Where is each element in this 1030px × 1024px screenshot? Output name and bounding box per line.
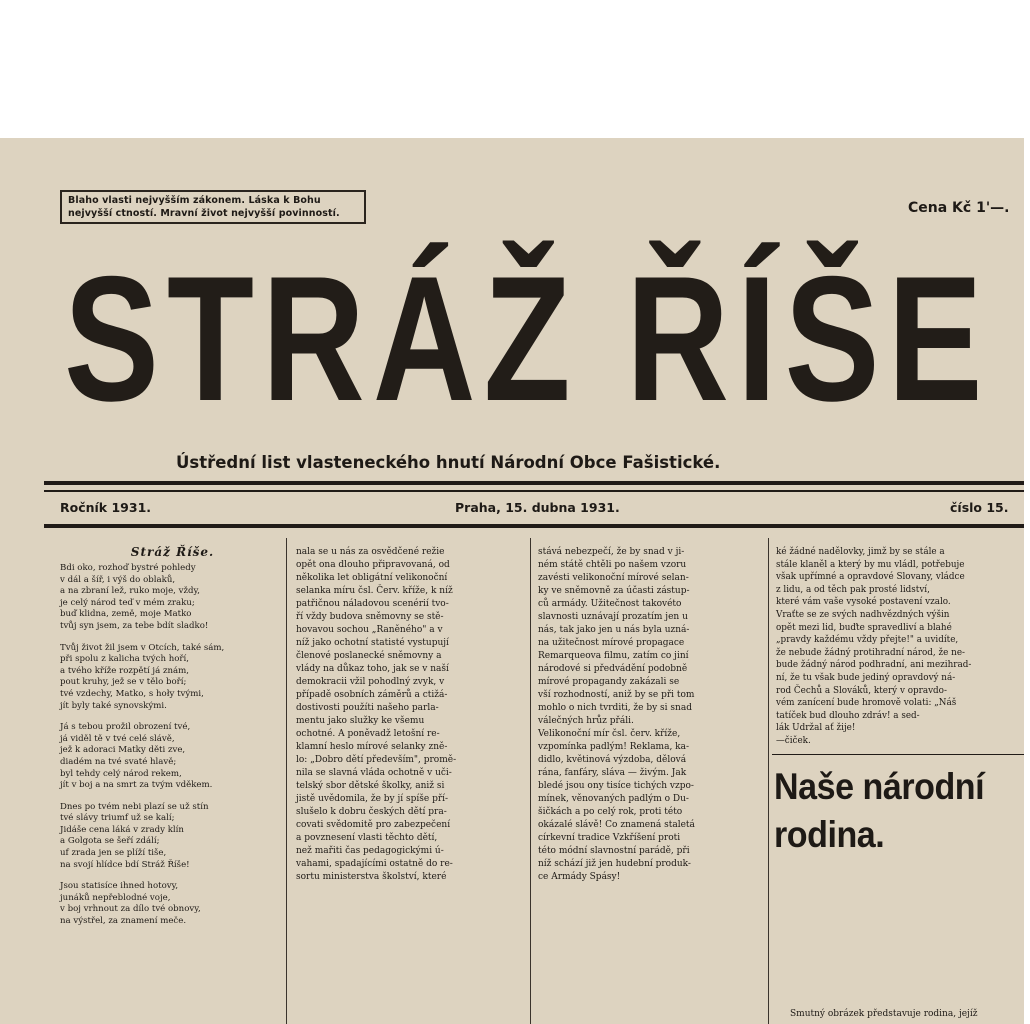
text-line: z lidu, a od těch pak prosté lidství, xyxy=(776,584,930,595)
poem-line: Tvůj život žil jsem v Otcích, také sám, xyxy=(60,642,225,653)
text-line: mínek, věnovaných padlým o Du- xyxy=(538,794,689,804)
article-lead: Smutný obrázek představuje rodina, jejíž xyxy=(790,1009,978,1019)
poem-line: a Golgota se šeří zdálí; xyxy=(60,836,160,847)
text-line: klamní heslo mírové selanky zně- xyxy=(296,742,448,752)
text-line: rána, fanfáry, sláva — živým. Jak xyxy=(538,768,687,778)
poem-line: Já s tebou prožil obrození tvé, xyxy=(60,722,191,733)
stanza-gap xyxy=(60,792,275,802)
text-line: telský sbor dětské školky, aniž si xyxy=(296,781,445,791)
text-line: níž schází již jen hudební produk- xyxy=(538,859,691,869)
article-column-2 xyxy=(296,546,522,1024)
header-rule-bottom xyxy=(44,524,1024,528)
text-line: bledé jsou ony tisíce tichých vzpo- xyxy=(538,781,694,791)
poem-line: jít byly také synovskými. xyxy=(60,700,167,711)
text-line: však upřímné a opravdové Slovany, vládce xyxy=(776,572,965,583)
header-rule-top-thin xyxy=(44,490,1024,492)
dateline: Praha, 15. dubna 1931. xyxy=(455,500,620,515)
article-headline xyxy=(774,763,1004,859)
text-line: zavésti velikonoční mírové selan- xyxy=(538,573,689,583)
text-line: církevní tradice Vzkříšení proti xyxy=(538,833,681,843)
text-line: slušelo k dobru českých dětí pra- xyxy=(296,807,447,817)
text-line: stále klaněl a který by mu vládl, potřebuje xyxy=(776,559,965,570)
poem-column xyxy=(60,546,275,1024)
text-line: lo: „Dobro dětí především", promě- xyxy=(296,755,457,765)
text-line: vahami, spadajícími ostatně do re- xyxy=(296,859,453,869)
text-line: vzpomínka padlým! Reklama, ka- xyxy=(538,742,690,752)
headline-line: Naše národní xyxy=(774,766,985,807)
motto-box xyxy=(60,190,366,224)
poem-line: uf zrada jen se plíží tiše, xyxy=(60,848,167,859)
volume-label: Ročník 1931. xyxy=(60,500,152,515)
text-line: mohlo o nich tvrditi, že by si snad xyxy=(538,703,692,713)
poem-line: já viděl tě v tvé celé slávě, xyxy=(60,733,175,744)
text-line: lák Udržal ať žije! xyxy=(776,723,856,734)
text-line: selanka míru čsl. Červ. kříže, k níž xyxy=(296,586,453,596)
poem-line: je celý národ teď v mém zraku; xyxy=(60,597,195,608)
text-line: Vraťte se ze svých nadhvězdných výšin xyxy=(776,609,950,620)
text-line: —čiček. xyxy=(776,735,811,746)
text-line: nás, tak jako jen u nás byla uzná- xyxy=(538,625,690,635)
text-line: ném státě chtěli po našem vzoru xyxy=(538,560,687,570)
text-line: rod Čechů a Slováků, který v opravdo- xyxy=(776,685,947,696)
text-line: opět ona dlouho připravovaná, od xyxy=(296,560,450,570)
column-divider xyxy=(768,538,769,1024)
poem-line: na výstřel, za znamení meče. xyxy=(60,916,187,927)
text-line: mírové propagandy zakázali se xyxy=(538,677,680,687)
poem-line: tvůj syn jsem, za tebe bdít sladko! xyxy=(60,620,209,631)
poem-body xyxy=(60,563,275,938)
text-line: Velikonoční mír čsl. červ. kříže, xyxy=(538,729,681,739)
text-line: nala se u nás za osvědčené režie xyxy=(296,547,445,557)
text-line: jistě uvědomila, že by jí spíše pří- xyxy=(296,794,449,804)
text-line: ochotné. A poněvadž letošní re- xyxy=(296,729,440,739)
poem-line: jež k adoraci Matky děti zve, xyxy=(60,745,186,756)
poem-line: tvé slávy triumf už se kalí; xyxy=(60,813,175,824)
stanza-gap xyxy=(60,712,275,722)
text-line: bude žádný národ podhradní, ani mezihrad- xyxy=(776,660,972,671)
poem-title: Stráž Říše. xyxy=(130,545,215,559)
text-line: že nebude žádný protihradní národ, že ne- xyxy=(776,647,965,658)
text-line: demokracii vžil pohodlný zvyk, v xyxy=(296,677,445,687)
text-line: které vám vaše vysoké postavení vzalo. xyxy=(776,597,951,608)
text-line: ní, že tu však bude jediný opravdový ná- xyxy=(776,672,956,683)
text-line: stává nebezpečí, že by snad v ji- xyxy=(538,547,685,557)
stanza-gap xyxy=(60,928,275,938)
text-line: vém zanícení bude hromově volati: „Náš xyxy=(776,698,957,709)
text-line: ců armády. Užitečnost takovéto xyxy=(538,599,682,609)
poem-line: diadém na tvé svaté hlavě; xyxy=(60,756,177,767)
text-line: ce Armády Spásy! xyxy=(538,872,621,882)
newspaper-page xyxy=(0,138,1024,1024)
text-line: než mařiti čas pedagogickými ú- xyxy=(296,846,444,856)
poem-line: buď klidna, země, moje Matko xyxy=(60,609,192,620)
text-line: níž jako ochotní statisté vystupují xyxy=(296,638,449,648)
poem-line: při spolu z kalicha tvých hoří, xyxy=(60,654,190,665)
text-line: okázalé slávě! Co znamená staletá xyxy=(538,820,695,830)
text-line: slavnosti uznávají prozatím jen u xyxy=(538,612,688,622)
article-column-3 xyxy=(538,546,762,1024)
text-line: mentu jako služky ke všemu xyxy=(296,716,425,726)
poem-line: Jsou statisíce ihned hotovy, xyxy=(60,881,179,892)
price-label: Cena Kč 1'—. xyxy=(908,200,1010,216)
text-line: vší rozhodností, aniž by se při tom xyxy=(538,690,695,700)
text-line: ří vždy budova sněmovny se stě- xyxy=(296,612,444,622)
poem-line: a na zbraní lež, ruko moje, vždy, xyxy=(60,586,200,597)
masthead-text: STRÁŽ ŘÍŠE xyxy=(64,239,991,438)
poem-line: junáků nepřeblodné voje, xyxy=(60,892,171,903)
header-rule-top xyxy=(44,481,1024,485)
text-line: národové si předvádění podobně xyxy=(538,664,688,674)
text-line: a povznesení vlasti těchto dětí, xyxy=(296,833,438,843)
text-line: několika let obligátní velikonoční xyxy=(296,573,448,583)
text-line: ky ve sněmovně za účasti zástup- xyxy=(538,586,690,596)
text-line: nila se slavná vláda ochotně v uči- xyxy=(296,768,452,778)
poem-line: Bdi oko, rozhoď bystré pohledy xyxy=(60,563,196,573)
masthead-subtitle: Ústřední list vlasteneckého hnutí Národní Obce Fašistické. xyxy=(176,453,721,472)
text-line: této módní slavnostní parádě, při xyxy=(538,846,690,856)
poem-line: byl tehdy celý národ rekem, xyxy=(60,768,182,779)
issue-number: číslo 15. xyxy=(950,500,1009,515)
poem-line: na svojí hlídce bdí Stráž Říše! xyxy=(60,859,190,870)
poem-line: v dál a šíř, i výš do oblaků, xyxy=(60,574,176,585)
text-line: ké žádné nadělovky, jimž by se stále a xyxy=(776,547,945,557)
masthead-title xyxy=(64,233,991,445)
stanza-gap xyxy=(60,871,275,881)
column-divider xyxy=(286,538,287,1024)
text-line: „pravdy každému vždy přejte!" a uvidíte, xyxy=(776,635,959,646)
text-line: na užitečnost mírové propagace xyxy=(538,638,685,648)
poem-line: pout kruhy, jež se v tělo boří; xyxy=(60,677,187,688)
poem-line: a tvého kříže rozpětí já znám, xyxy=(60,665,190,676)
poem-line: jít v boj a na smrt za tvým vděkem. xyxy=(60,780,213,791)
text-line: opět mezi lid, buďte spravedliví a blahé xyxy=(776,622,952,633)
stanza-gap xyxy=(60,633,275,643)
motto-line: nejvyšší ctností. Mravní život nejvyšší povinností. xyxy=(68,208,340,219)
text-line: dostivosti použíti našeho parla- xyxy=(296,703,439,713)
text-line: tatíček bud dlouho zdráv! a sed- xyxy=(776,710,920,721)
text-line: hovavou sochou „Raněného" a v xyxy=(296,625,443,635)
text-line: členové poslanecké sněmovny a xyxy=(296,651,442,661)
headline-line: rodina. xyxy=(774,814,885,855)
text-line: Remarqueova filmu, zatím co jiní xyxy=(538,651,689,661)
text-line: didlo, květinová výzdoba, dělová xyxy=(538,755,687,765)
text-line: covati svědomitě pro zabezpečení xyxy=(296,820,451,830)
poem-line: Jidáše cena láká v zrady klín xyxy=(60,824,184,835)
poem-line: tvé vzdechy, Matko, s hoły tvými, xyxy=(60,688,204,699)
text-line: vlády na důkaz toho, jak se v naší xyxy=(296,664,449,674)
poem-line: v boj vrhnout za dílo tvé obnovy, xyxy=(60,904,201,915)
column-divider xyxy=(530,538,531,1024)
text-line: patřičnou náladovou scenérií tvo- xyxy=(296,599,449,609)
text-line: šičkách a po celý rok, proti této xyxy=(538,807,683,817)
issue-info-bar xyxy=(60,500,1020,520)
text-line: sortu ministerstva školství, které xyxy=(296,872,447,882)
motto-line: Blaho vlasti nejvyšším zákonem. Láska k Bohu xyxy=(68,195,321,206)
article-separator xyxy=(772,754,1024,755)
poem-line: Dnes po tvém nebi plazí se už stín xyxy=(60,801,209,812)
text-line: případě osobních záměrů a ctižá- xyxy=(296,690,448,700)
text-line: válečných hrůz přáli. xyxy=(538,716,634,726)
